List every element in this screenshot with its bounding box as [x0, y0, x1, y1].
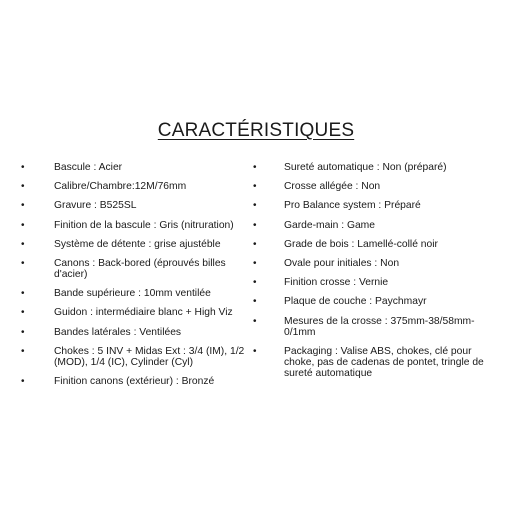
spec-text: Guidon : intermédiaire blanc + High Viz — [54, 307, 233, 319]
spec-list-item — [250, 200, 496, 211]
spec-list-item — [250, 258, 496, 269]
spec-list-item — [250, 316, 496, 338]
spec-text: Finition canons (extérieur) : Bronzé — [54, 375, 215, 387]
spec-text: Plaque de couche : Paychmayr — [284, 296, 427, 308]
spec-list-item — [250, 346, 496, 379]
bullet-icon: • — [21, 307, 25, 319]
bullet-icon: • — [21, 288, 25, 300]
spec-text: Bandes latérales : Ventilées — [54, 326, 182, 338]
spec-text: Canons : Back-bored (éprouvés billes d'acier) — [54, 257, 226, 280]
spec-list-item — [18, 327, 254, 338]
spec-list-item — [250, 277, 496, 288]
bullet-icon: • — [253, 162, 257, 173]
spec-list-item — [18, 376, 254, 387]
bullet-icon: • — [253, 345, 257, 357]
spec-text: Crosse allégée : Non — [284, 181, 381, 193]
bullet-icon: • — [253, 257, 257, 269]
spec-text: Finition crosse : Vernie — [284, 277, 389, 289]
spec-text: Garde-main : Game — [284, 219, 375, 231]
spec-text: Sureté automatique : Non (préparé) — [284, 162, 447, 173]
bullet-icon: • — [21, 345, 25, 357]
spec-list-item — [18, 181, 254, 192]
bullet-icon: • — [253, 277, 257, 289]
spec-text: Packaging : Valise ABS, chokes, clé pour choke, pas de cadenas de pontet, tringle de sureté automatique — [284, 345, 484, 379]
bullet-icon: • — [21, 326, 25, 338]
spec-list-item — [250, 296, 496, 307]
spec-text: Calibre/Chambre:12M/76mm — [54, 181, 187, 193]
spec-text: Bascule : Acier — [54, 162, 123, 173]
spec-list-item — [250, 239, 496, 250]
page-title: CARACTÉRISTIQUES — [157, 120, 355, 141]
bullet-icon: • — [21, 257, 25, 269]
bullet-icon: • — [253, 238, 257, 250]
spec-list-item — [18, 307, 254, 318]
spec-list-item — [18, 162, 254, 173]
bullet-icon: • — [21, 162, 25, 173]
spec-list-item — [250, 181, 496, 192]
spec-list-item — [18, 239, 254, 250]
spec-text: Pro Balance system : Préparé — [284, 200, 421, 212]
spec-list-item — [250, 162, 496, 173]
spec-list-item — [18, 220, 254, 231]
spec-text: Mesures de la crosse : 375mm-38/58mm-0/1mm — [284, 315, 475, 338]
spec-list-item — [18, 288, 254, 299]
bullet-icon: • — [21, 238, 25, 250]
bullet-icon: • — [21, 375, 25, 387]
bullet-icon: • — [253, 296, 257, 308]
spec-text: Gravure : B525SL — [54, 200, 137, 212]
spec-list-item — [18, 346, 254, 368]
spec-text: Ovale pour initiales : Non — [284, 257, 400, 269]
spec-text: Chokes : 5 INV + Midas Ext : 3/4 (IM), 1/2 (MOD), 1/4 (IC), Cylinder (Cyl) — [54, 345, 245, 368]
specs-list-left — [18, 162, 254, 395]
bullet-icon: • — [253, 315, 257, 327]
spec-list-item — [18, 200, 254, 211]
bullet-icon: • — [21, 219, 25, 231]
spec-text: Grade de bois : Lamellé-collé noir — [284, 238, 438, 250]
bullet-icon: • — [253, 219, 257, 231]
bullet-icon: • — [253, 200, 257, 212]
spec-text: Finition de la bascule : Gris (nitruration) — [54, 219, 234, 231]
spec-text: Système de détente : grise ajustéble — [54, 238, 221, 250]
spec-text: Bande supérieure : 10mm ventilée — [54, 288, 211, 300]
bullet-icon: • — [21, 181, 25, 193]
bullet-icon: • — [21, 200, 25, 212]
specs-list-right — [250, 162, 496, 387]
spec-list-item — [18, 258, 254, 280]
spec-list-item — [250, 220, 496, 231]
bullet-icon: • — [253, 181, 257, 193]
